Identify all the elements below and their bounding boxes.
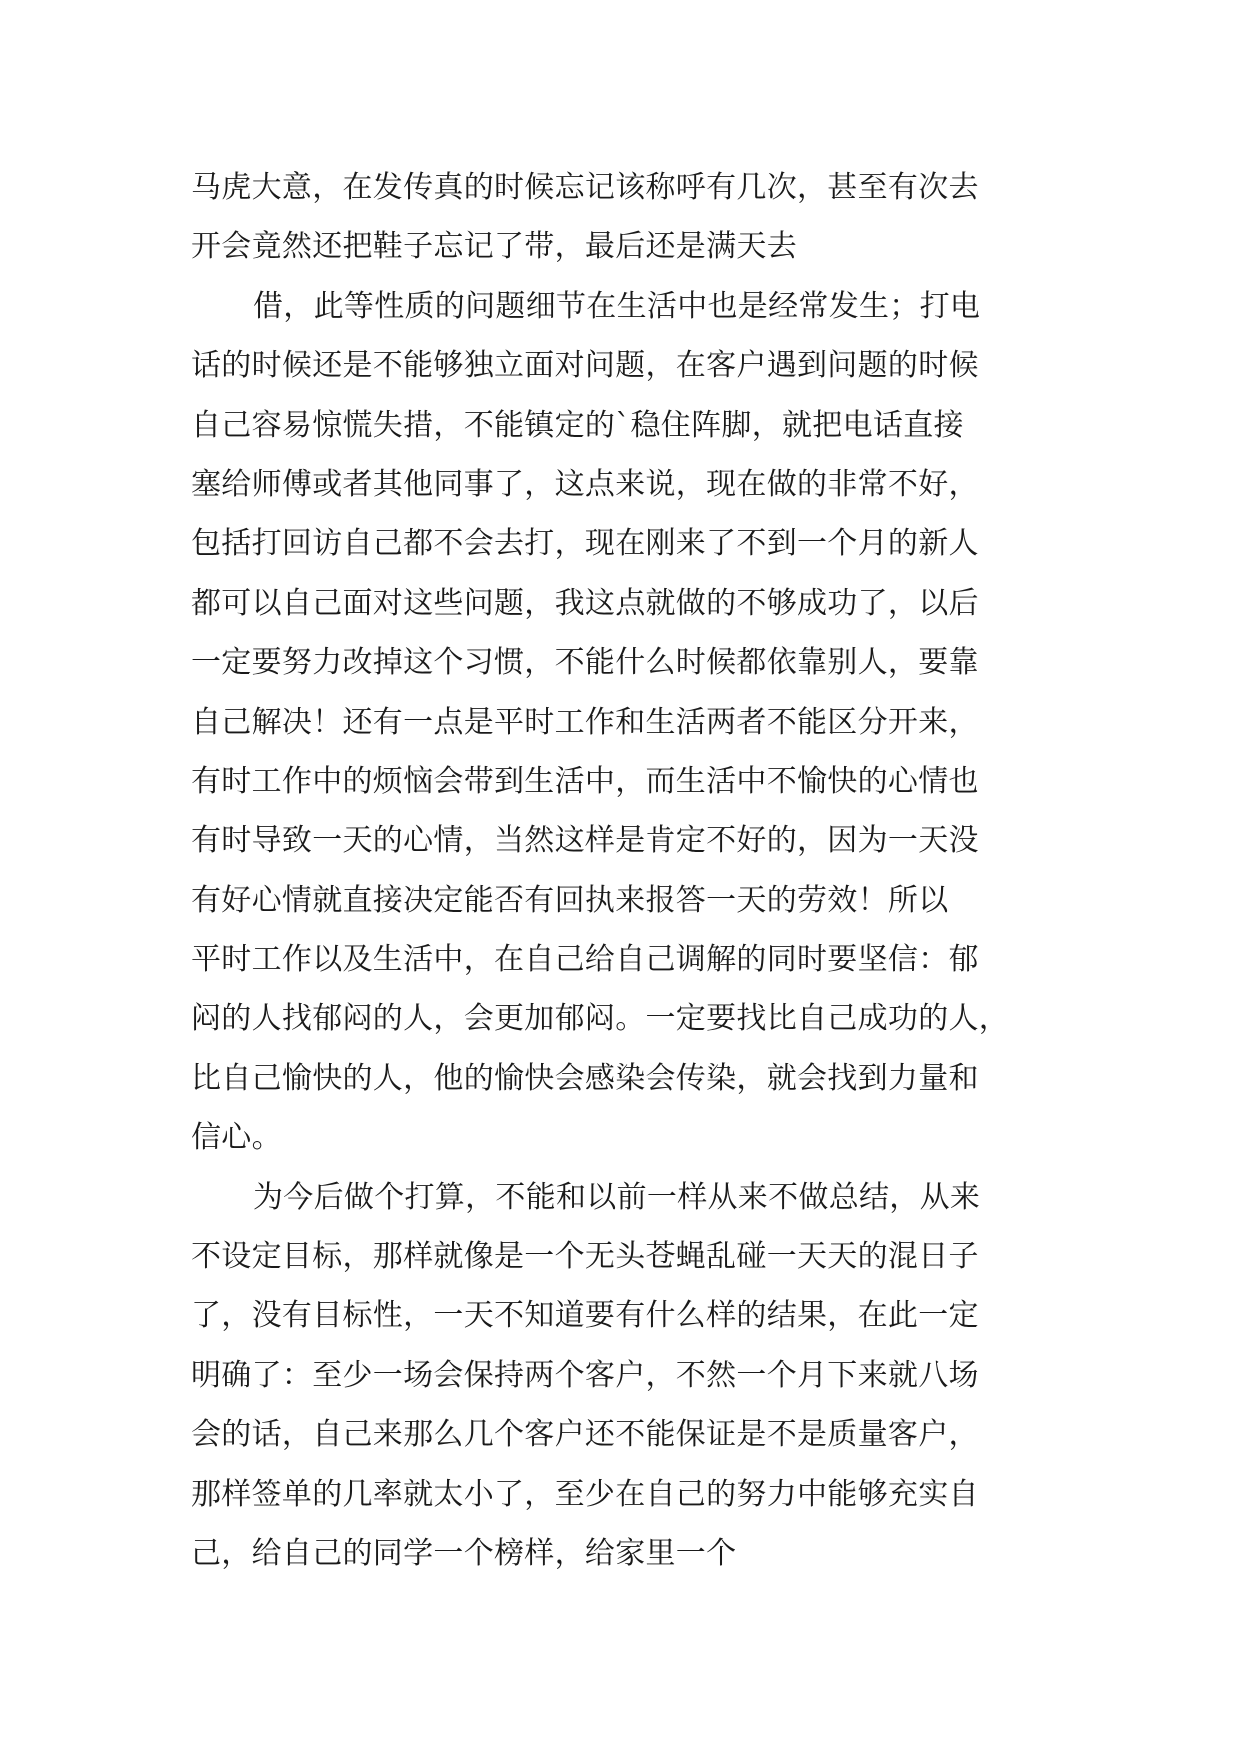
text-line: 有时工作中的烦恼会带到生活中，而生活中不愉快的心情也 bbox=[191, 763, 979, 799]
body-text bbox=[191, 158, 1061, 1583]
text-line: 一定要努力改掉这个习惯，不能什么时候都依靠别人，要靠 bbox=[191, 645, 979, 681]
text-line: 会的话，自己来那么几个客户还不能保证是不是质量客户， bbox=[191, 1417, 979, 1453]
text-line: 那样签单的几率就太小了，至少在自己的努力中能够充实自 bbox=[191, 1476, 979, 1512]
text-line: 不设定目标，那样就像是一个无头苍蝇乱碰一天天的混日子 bbox=[191, 1239, 979, 1275]
text-line: 包括打回访自己都不会去打，现在刚来了不到一个月的新人 bbox=[191, 526, 979, 562]
paragraph-start-line: 借，此等性质的问题细节在生活中也是经常发生；打电 bbox=[253, 288, 981, 324]
text-line: 马虎大意，在发传真的时候忘记该称呼有几次，甚至有次去 bbox=[191, 170, 979, 205]
text-line: 了，没有目标性，一天不知道要有什么样的结果，在此一定 bbox=[191, 1298, 979, 1334]
text-line: 自己解决！还有一点是平时工作和生活两者不能区分开来， bbox=[191, 704, 979, 740]
text-line: 平时工作以及生活中，在自己给自己调解的同时要坚信：郁 bbox=[191, 942, 979, 978]
text-line: 话的时候还是不能够独立面对问题，在客户遇到问题的时候 bbox=[191, 348, 979, 384]
text-line: 比自己愉快的人，他的愉快会感染会传染，就会找到力量和 bbox=[191, 1060, 979, 1096]
text-line: 闷的人找郁闷的人，会更加郁闷。一定要找比自己成功的人， bbox=[191, 1001, 1010, 1037]
text-line: 有时导致一天的心情，当然这样是肯定不好的，因为一天没 bbox=[191, 823, 979, 859]
text-line: 有好心情就直接决定能否有回执来报答一天的劳效！所以 bbox=[191, 882, 949, 918]
text-line: 塞给师傅或者其他同事了，这点来说，现在做的非常不好， bbox=[191, 466, 979, 502]
paragraph-start-line: 为今后做个打算，不能和以前一样从来不做总结，从来 bbox=[253, 1179, 981, 1215]
text-line: 开会竟然还把鞋子忘记了带，最后还是满天去 bbox=[191, 229, 797, 265]
text-line: 己，给自己的同学一个榜样，给家里一个 bbox=[191, 1535, 737, 1571]
text-line: 都可以自己面对这些问题，我这点就做的不够成功了，以后 bbox=[191, 585, 979, 621]
text-line: 明确了：至少一场会保持两个客户，不然一个月下来就八场 bbox=[191, 1357, 979, 1393]
text-line: 信心。 bbox=[191, 1120, 282, 1156]
text-line: 自己容易惊慌失措，不能镇定的`稳住阵脚，就把电话直接 bbox=[191, 407, 964, 443]
